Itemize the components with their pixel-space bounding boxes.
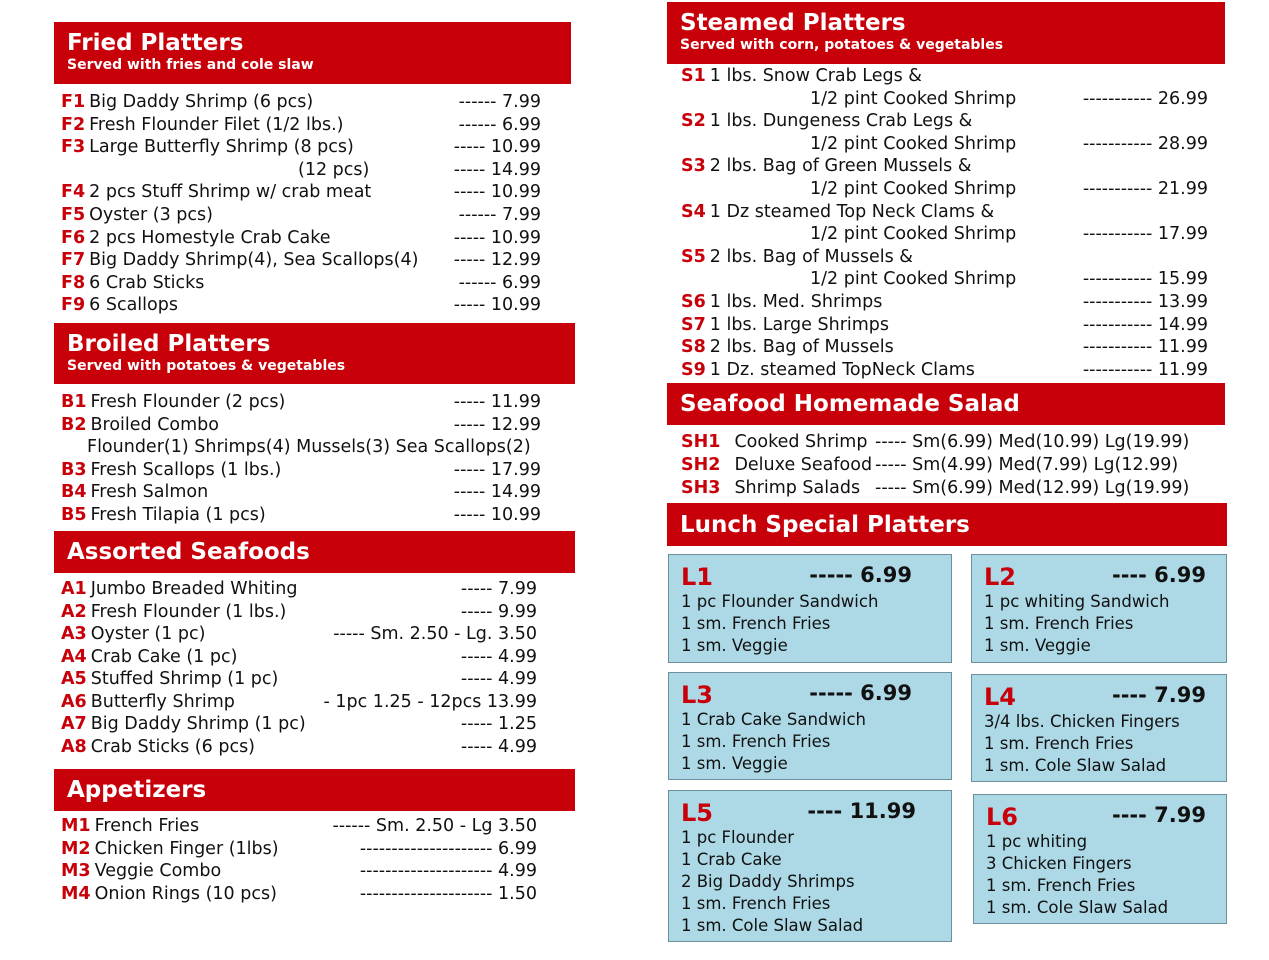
section-title: Seafood Homemade Salad	[680, 391, 1020, 417]
item-name: Deluxe Seafood	[734, 454, 873, 475]
item-price-row	[459, 272, 541, 294]
menu-item-row	[61, 815, 199, 837]
item-price: ----- 4.99	[460, 646, 537, 667]
menu-item-row	[61, 114, 343, 136]
item-price-row	[461, 713, 537, 735]
price-dashes: -----------	[1082, 359, 1153, 380]
price-dashes: -----	[453, 482, 486, 503]
item-name: 2 lbs. Bag of Mussels	[709, 337, 894, 358]
item-code: F4	[61, 182, 86, 203]
item-name: Veggie Combo	[94, 861, 222, 881]
item-price: 11.99	[1152, 337, 1208, 358]
item-name: 1 Dz. steamed TopNeck Clams	[709, 359, 975, 380]
item-name: Big Daddy Shrimp (1 pc)	[90, 714, 306, 734]
item-name: Crab Cake (1 pc)	[90, 646, 238, 667]
item-name: Oyster (3 pcs)	[89, 205, 213, 225]
lunch-contents	[681, 709, 866, 775]
item-price-row	[454, 181, 541, 203]
item-code: A5	[61, 669, 87, 689]
item-code: B1	[61, 392, 87, 412]
lunch-box-l1	[668, 554, 952, 663]
lunch-line: 1 sm. French Fries	[681, 614, 831, 633]
item-code: F2	[61, 114, 86, 135]
item-code: A8	[61, 736, 87, 757]
item-price: ----- 4.99	[460, 736, 537, 757]
item-name: 2 pcs Homestyle Crab Cake	[89, 227, 331, 248]
item-name: 1/2 pint Cooked Shrimp	[810, 269, 1017, 290]
item-name: Big Daddy Shrimp (6 pcs)	[89, 92, 314, 112]
item-price: ----- Sm(6.99) Med(12.99) Lg(19.99)	[875, 477, 1190, 498]
lunch-code: L3	[681, 681, 713, 709]
lunch-price: ---- 7.99	[1112, 683, 1206, 707]
lunch-price: ---- 11.99	[807, 799, 916, 823]
menu-item-row	[810, 223, 1016, 245]
item-name: 1/2 pint Cooked Shrimp	[810, 133, 1017, 154]
menu-item-row	[681, 291, 882, 313]
section-title: Steamed Platters	[680, 10, 906, 36]
price-dashes: -----	[453, 459, 486, 480]
item-price: 14.99	[485, 482, 541, 503]
item-price: 14.99	[485, 159, 541, 180]
menu-item-row	[681, 477, 860, 499]
item-price: 10.99	[485, 227, 541, 248]
price-dashes: -----	[453, 227, 486, 248]
item-code: S9	[681, 359, 706, 380]
item-name: 1 Dz steamed Top Neck Clams &	[709, 201, 995, 222]
menu-item-row	[681, 431, 867, 453]
price-dashes: ------	[458, 272, 497, 293]
item-name: Onion Rings (10 pcs)	[94, 883, 277, 904]
lunch-line: 1 sm. French Fries	[984, 734, 1134, 753]
item-price-row	[461, 668, 537, 690]
item-name: Large Butterfly Shrimp (8 pcs)	[89, 137, 354, 158]
lunch-contents	[986, 831, 1168, 919]
item-code: B3	[61, 459, 87, 480]
menu-item-row	[810, 88, 1016, 110]
item-price-row	[454, 504, 541, 526]
item-name: Cooked Shrimp	[734, 432, 868, 452]
item-code: S4	[681, 201, 706, 222]
item-price-row	[459, 91, 541, 113]
item-name: 1/2 pint Cooked Shrimp	[810, 88, 1017, 109]
item-code: S3	[681, 156, 706, 177]
item-name: Crab Sticks (6 pcs)	[90, 736, 256, 757]
lunch-line: 1 sm. Cole Slaw Salad	[984, 756, 1167, 775]
price-dashes: -----	[453, 159, 486, 180]
item-name: Fresh Scallops (1 lbs.)	[90, 459, 282, 480]
item-name: Shrimp Salads	[734, 477, 861, 498]
item-price: 7.99	[496, 92, 541, 112]
item-name: 1 lbs. Snow Crab Legs &	[709, 66, 922, 86]
price-dashes: -----------	[1082, 224, 1153, 245]
item-price-row	[454, 159, 541, 181]
price-dashes: -----------	[1082, 133, 1153, 154]
menu-item-row	[61, 414, 219, 436]
section-subtitle: Served with corn, potatoes & vegetables	[680, 37, 1004, 53]
item-price: ------ Sm. 2.50 - Lg 3.50	[332, 816, 537, 836]
item-code: F3	[61, 137, 86, 158]
item-code: A3	[61, 624, 87, 644]
item-price: --------------------- 6.99	[359, 838, 537, 859]
price-dashes: -----	[453, 295, 486, 316]
section-title: Broiled Platters	[67, 331, 271, 357]
item-price-row	[1083, 178, 1208, 200]
lunch-code: L6	[986, 803, 1018, 831]
lunch-box-l5	[668, 790, 952, 942]
item-code: F9	[61, 295, 86, 316]
lunch-line: 1 sm. French Fries	[984, 614, 1134, 633]
item-code: F1	[61, 92, 86, 112]
item-name: Stuffed Shrimp (1 pc)	[90, 669, 279, 689]
menu-item-row	[61, 459, 281, 481]
lunch-code: L4	[984, 683, 1016, 711]
price-dashes: -----------	[1082, 314, 1153, 335]
menu-item-row	[61, 860, 221, 882]
item-name: Chicken Finger (1lbs)	[94, 838, 279, 859]
price-dashes: ------	[458, 114, 497, 135]
lunch-contents	[681, 591, 878, 657]
lunch-line: 1 sm. French Fries	[681, 732, 831, 751]
lunch-line: 1 sm. Veggie	[681, 754, 788, 773]
item-price-row	[459, 114, 541, 136]
lunch-price: ----- 6.99	[809, 563, 912, 587]
item-price: 11.99	[485, 392, 541, 412]
item-code: S2	[681, 111, 706, 132]
price-dashes: -----	[453, 182, 486, 203]
menu-item-row	[61, 227, 330, 249]
menu-item-row	[681, 246, 913, 268]
price-dashes: -----	[453, 505, 486, 525]
menu-item-row	[61, 181, 371, 203]
item-code: S5	[681, 246, 706, 267]
item-price: ----- 9.99	[460, 601, 537, 622]
item-code: B5	[61, 505, 87, 525]
item-code: B2	[61, 414, 87, 435]
lunch-box-l6	[973, 794, 1227, 924]
item-name: Oyster (1 pc)	[90, 624, 206, 644]
lunch-box-l4	[971, 674, 1227, 782]
item-price: 10.99	[485, 505, 541, 525]
item-price-row	[1083, 223, 1208, 245]
item-name: 6 Scallops	[89, 295, 178, 316]
lunch-line: 1 sm. Cole Slaw Salad	[986, 898, 1169, 917]
item-name: Fresh Salmon	[90, 482, 209, 503]
steamed-platters-header	[667, 2, 1225, 64]
item-price-row	[324, 691, 538, 713]
item-name: 1 lbs. Med. Shrimps	[709, 292, 883, 312]
menu-item-row	[61, 91, 313, 113]
appetizers-header	[54, 769, 575, 811]
lunch-price: ---- 7.99	[1112, 803, 1206, 827]
price-dashes: -----	[453, 250, 486, 271]
menu-item-row	[61, 249, 418, 271]
item-price: ----- Sm(4.99) Med(7.99) Lg(12.99)	[875, 454, 1179, 475]
lunch-line: 1 pc whiting	[986, 832, 1088, 851]
item-price: 21.99	[1152, 179, 1208, 199]
item-price-row	[454, 249, 541, 271]
item-price: --------------------- 1.50	[359, 883, 537, 904]
menu-item-row	[61, 391, 285, 413]
item-price-row	[454, 481, 541, 503]
item-code: SH1	[681, 432, 721, 452]
menu-item-row	[298, 159, 369, 181]
menu-item-row	[681, 110, 972, 132]
item-name: Fresh Flounder (1 lbs.)	[90, 601, 287, 622]
item-price-row	[1083, 336, 1208, 358]
item-price-row	[461, 601, 537, 623]
assorted-seafoods-header	[54, 531, 575, 573]
lunch-box-l2	[971, 554, 1227, 663]
item-price: - 1pc 1.25 - 12pcs 13.99	[323, 691, 537, 712]
item-name: 2 lbs. Bag of Mussels &	[709, 246, 913, 267]
menu-item-row	[61, 601, 286, 623]
item-price: ----- 7.99	[460, 579, 537, 599]
broiled-platters-header	[54, 323, 575, 384]
item-price: 15.99	[1152, 269, 1208, 290]
item-price-row	[454, 294, 541, 316]
item-name: French Fries	[94, 816, 200, 836]
menu-item-row	[681, 201, 994, 223]
lunch-line: 1 Crab Cake	[681, 850, 782, 869]
item-price: ----- 4.99	[460, 669, 537, 689]
price-dashes: ------	[458, 205, 497, 225]
item-price: ----- 1.25	[460, 714, 537, 734]
menu-item-row	[810, 133, 1016, 155]
lunch-line: 1 pc Flounder	[681, 828, 795, 847]
item-price: 17.99	[485, 459, 541, 480]
menu-item-row	[61, 504, 266, 526]
item-code: F5	[61, 205, 86, 225]
menu-item-row	[61, 204, 213, 226]
item-price: 10.99	[485, 137, 541, 158]
lunch-special-header	[667, 503, 1227, 546]
menu-item-row	[61, 294, 178, 316]
menu-item-row	[681, 454, 872, 476]
menu-item-row	[61, 481, 208, 503]
menu-item-row	[87, 436, 531, 458]
lunch-line: 1 Crab Cake Sandwich	[681, 710, 866, 729]
lunch-contents	[984, 711, 1180, 777]
item-price-row	[454, 459, 541, 481]
lunch-line: 3 Chicken Fingers	[986, 854, 1132, 873]
price-dashes: -----	[453, 414, 486, 435]
item-name: Fresh Flounder (2 pcs)	[90, 392, 286, 412]
item-code: A4	[61, 646, 87, 667]
item-price-row	[461, 646, 537, 668]
menu-item-row	[61, 646, 237, 668]
item-name: 1 lbs. Large Shrimps	[709, 314, 890, 335]
price-dashes: -----	[453, 392, 486, 412]
item-name: 6 Crab Sticks	[89, 272, 205, 293]
item-code: M3	[61, 861, 91, 881]
section-subtitle: Served with potatoes & vegetables	[67, 358, 346, 374]
item-price-row	[1083, 88, 1208, 110]
item-price-row	[461, 578, 537, 600]
item-price-row	[1083, 268, 1208, 290]
lunch-code: L1	[681, 563, 713, 591]
item-name: Broiled Combo	[90, 414, 219, 435]
item-price: 12.99	[485, 414, 541, 435]
item-name: Butterfly Shrimp	[90, 691, 235, 712]
price-dashes: -----------	[1082, 292, 1153, 312]
item-price-row	[1083, 291, 1208, 313]
section-title: Fried Platters	[67, 30, 244, 56]
item-code: S7	[681, 314, 706, 335]
lunch-box-l3	[668, 672, 952, 780]
menu-item-row	[61, 668, 278, 690]
item-price-row	[454, 227, 541, 249]
item-price: 26.99	[1152, 88, 1208, 109]
price-dashes: ------	[458, 92, 497, 112]
item-name: 2 lbs. Bag of Green Mussels &	[709, 156, 972, 177]
lunch-line: 1 sm. Veggie	[681, 636, 788, 655]
item-price: ----- Sm. 2.50 - Lg. 3.50	[333, 624, 537, 644]
menu-item-row	[61, 691, 235, 713]
menu-item-row	[810, 268, 1016, 290]
item-code: SH3	[681, 477, 721, 498]
item-price: 11.99	[1152, 359, 1208, 380]
item-name: (12 pcs)	[298, 159, 370, 180]
item-code: S8	[681, 337, 706, 358]
price-dashes: -----------	[1082, 179, 1153, 199]
item-name: 1/2 pint Cooked Shrimp	[810, 179, 1017, 199]
item-code: A7	[61, 714, 87, 734]
item-name: Flounder(1) Shrimps(4) Mussels(3) Sea Scallops(2)	[87, 437, 531, 458]
item-price: --------------------- 4.99	[359, 861, 537, 881]
item-code: M2	[61, 838, 91, 859]
item-price-row	[360, 883, 537, 905]
menu-item-row	[61, 736, 255, 758]
item-price-row	[454, 414, 541, 436]
price-dashes: -----	[453, 137, 486, 158]
item-code: A2	[61, 601, 87, 622]
item-code: M1	[61, 816, 91, 836]
item-name: Jumbo Breaded Whiting	[90, 579, 298, 599]
price-dashes: -----------	[1082, 269, 1153, 290]
item-code: M4	[61, 883, 91, 904]
item-name: Fresh Tilapia (1 pcs)	[90, 505, 266, 525]
menu-item-row	[681, 155, 971, 177]
item-price: 28.99	[1152, 133, 1208, 154]
item-code: F8	[61, 272, 86, 293]
lunch-contents	[681, 827, 863, 937]
item-code: B4	[61, 482, 87, 503]
item-code: SH2	[681, 454, 721, 475]
item-price: 14.99	[1152, 314, 1208, 335]
item-code: A1	[61, 579, 87, 599]
item-name: Fresh Flounder Filet (1/2 lbs.)	[89, 114, 344, 135]
menu-item-row	[61, 838, 279, 860]
item-price-row	[1083, 314, 1208, 336]
item-price-row	[461, 736, 537, 758]
item-price-row	[875, 477, 1189, 499]
item-price: 7.99	[496, 205, 541, 225]
lunch-line: 1 sm. French Fries	[986, 876, 1136, 895]
lunch-line: 1 sm. Cole Slaw Salad	[681, 916, 864, 935]
lunch-code: L5	[681, 799, 713, 827]
menu-item-row	[61, 623, 205, 645]
item-price-row	[1083, 359, 1208, 381]
seafood-salad-header	[667, 383, 1225, 425]
item-price: 10.99	[485, 295, 541, 316]
fried-platters-header	[54, 22, 571, 84]
menu-item-row	[61, 272, 204, 294]
lunch-line: 1 pc whiting Sandwich	[984, 592, 1170, 611]
item-price-row	[1083, 133, 1208, 155]
section-title: Assorted Seafoods	[67, 539, 310, 565]
price-dashes: -----------	[1082, 88, 1153, 109]
lunch-price: ----- 6.99	[809, 681, 912, 705]
section-subtitle: Served with fries and cole slaw	[67, 57, 314, 73]
item-price-row	[333, 623, 537, 645]
item-name: 2 pcs Stuff Shrimp w/ crab meat	[89, 182, 372, 203]
menu-item-row	[681, 65, 922, 87]
section-title: Lunch Special Platters	[680, 512, 970, 538]
item-price: 17.99	[1152, 224, 1208, 245]
price-dashes: -----------	[1082, 337, 1153, 358]
item-price: 12.99	[485, 250, 541, 271]
item-code: F6	[61, 227, 86, 248]
menu-item-row	[810, 178, 1016, 200]
menu-item-row	[61, 578, 297, 600]
menu-item-row	[61, 713, 306, 735]
item-price: 6.99	[496, 114, 541, 135]
menu-item-row	[681, 336, 894, 358]
item-price: 10.99	[485, 182, 541, 203]
item-price-row	[332, 815, 537, 837]
item-code: A6	[61, 691, 87, 712]
lunch-code: L2	[984, 563, 1016, 591]
item-price: ----- Sm(6.99) Med(10.99) Lg(19.99)	[875, 432, 1190, 452]
item-price-row	[360, 838, 537, 860]
item-price-row	[459, 204, 541, 226]
lunch-price: ---- 6.99	[1112, 563, 1206, 587]
lunch-line: 1 sm. French Fries	[681, 894, 831, 913]
section-title: Appetizers	[67, 777, 207, 803]
item-price: 6.99	[496, 272, 541, 293]
lunch-line: 1 pc Flounder Sandwich	[681, 592, 879, 611]
lunch-contents	[984, 591, 1169, 657]
item-price: 13.99	[1152, 292, 1208, 312]
menu-item-row	[61, 883, 277, 905]
item-code: F7	[61, 250, 86, 271]
item-name: Big Daddy Shrimp(4), Sea Scallops(4)	[89, 250, 419, 271]
item-code: S1	[681, 66, 706, 86]
lunch-line: 1 sm. Veggie	[984, 636, 1091, 655]
lunch-line: 2 Big Daddy Shrimps	[681, 872, 855, 891]
item-price-row	[454, 391, 541, 413]
menu-item-row	[61, 136, 354, 158]
item-price-row	[875, 454, 1178, 476]
item-name: 1 lbs. Dungeness Crab Legs &	[709, 111, 973, 132]
item-price-row	[360, 860, 537, 882]
menu-item-row	[681, 314, 889, 336]
lunch-line: 3/4 lbs. Chicken Fingers	[984, 712, 1180, 731]
item-price-row	[454, 136, 541, 158]
item-price-row	[875, 431, 1189, 453]
item-name: 1/2 pint Cooked Shrimp	[810, 224, 1017, 245]
menu-item-row	[681, 359, 975, 381]
item-code: S6	[681, 292, 706, 312]
